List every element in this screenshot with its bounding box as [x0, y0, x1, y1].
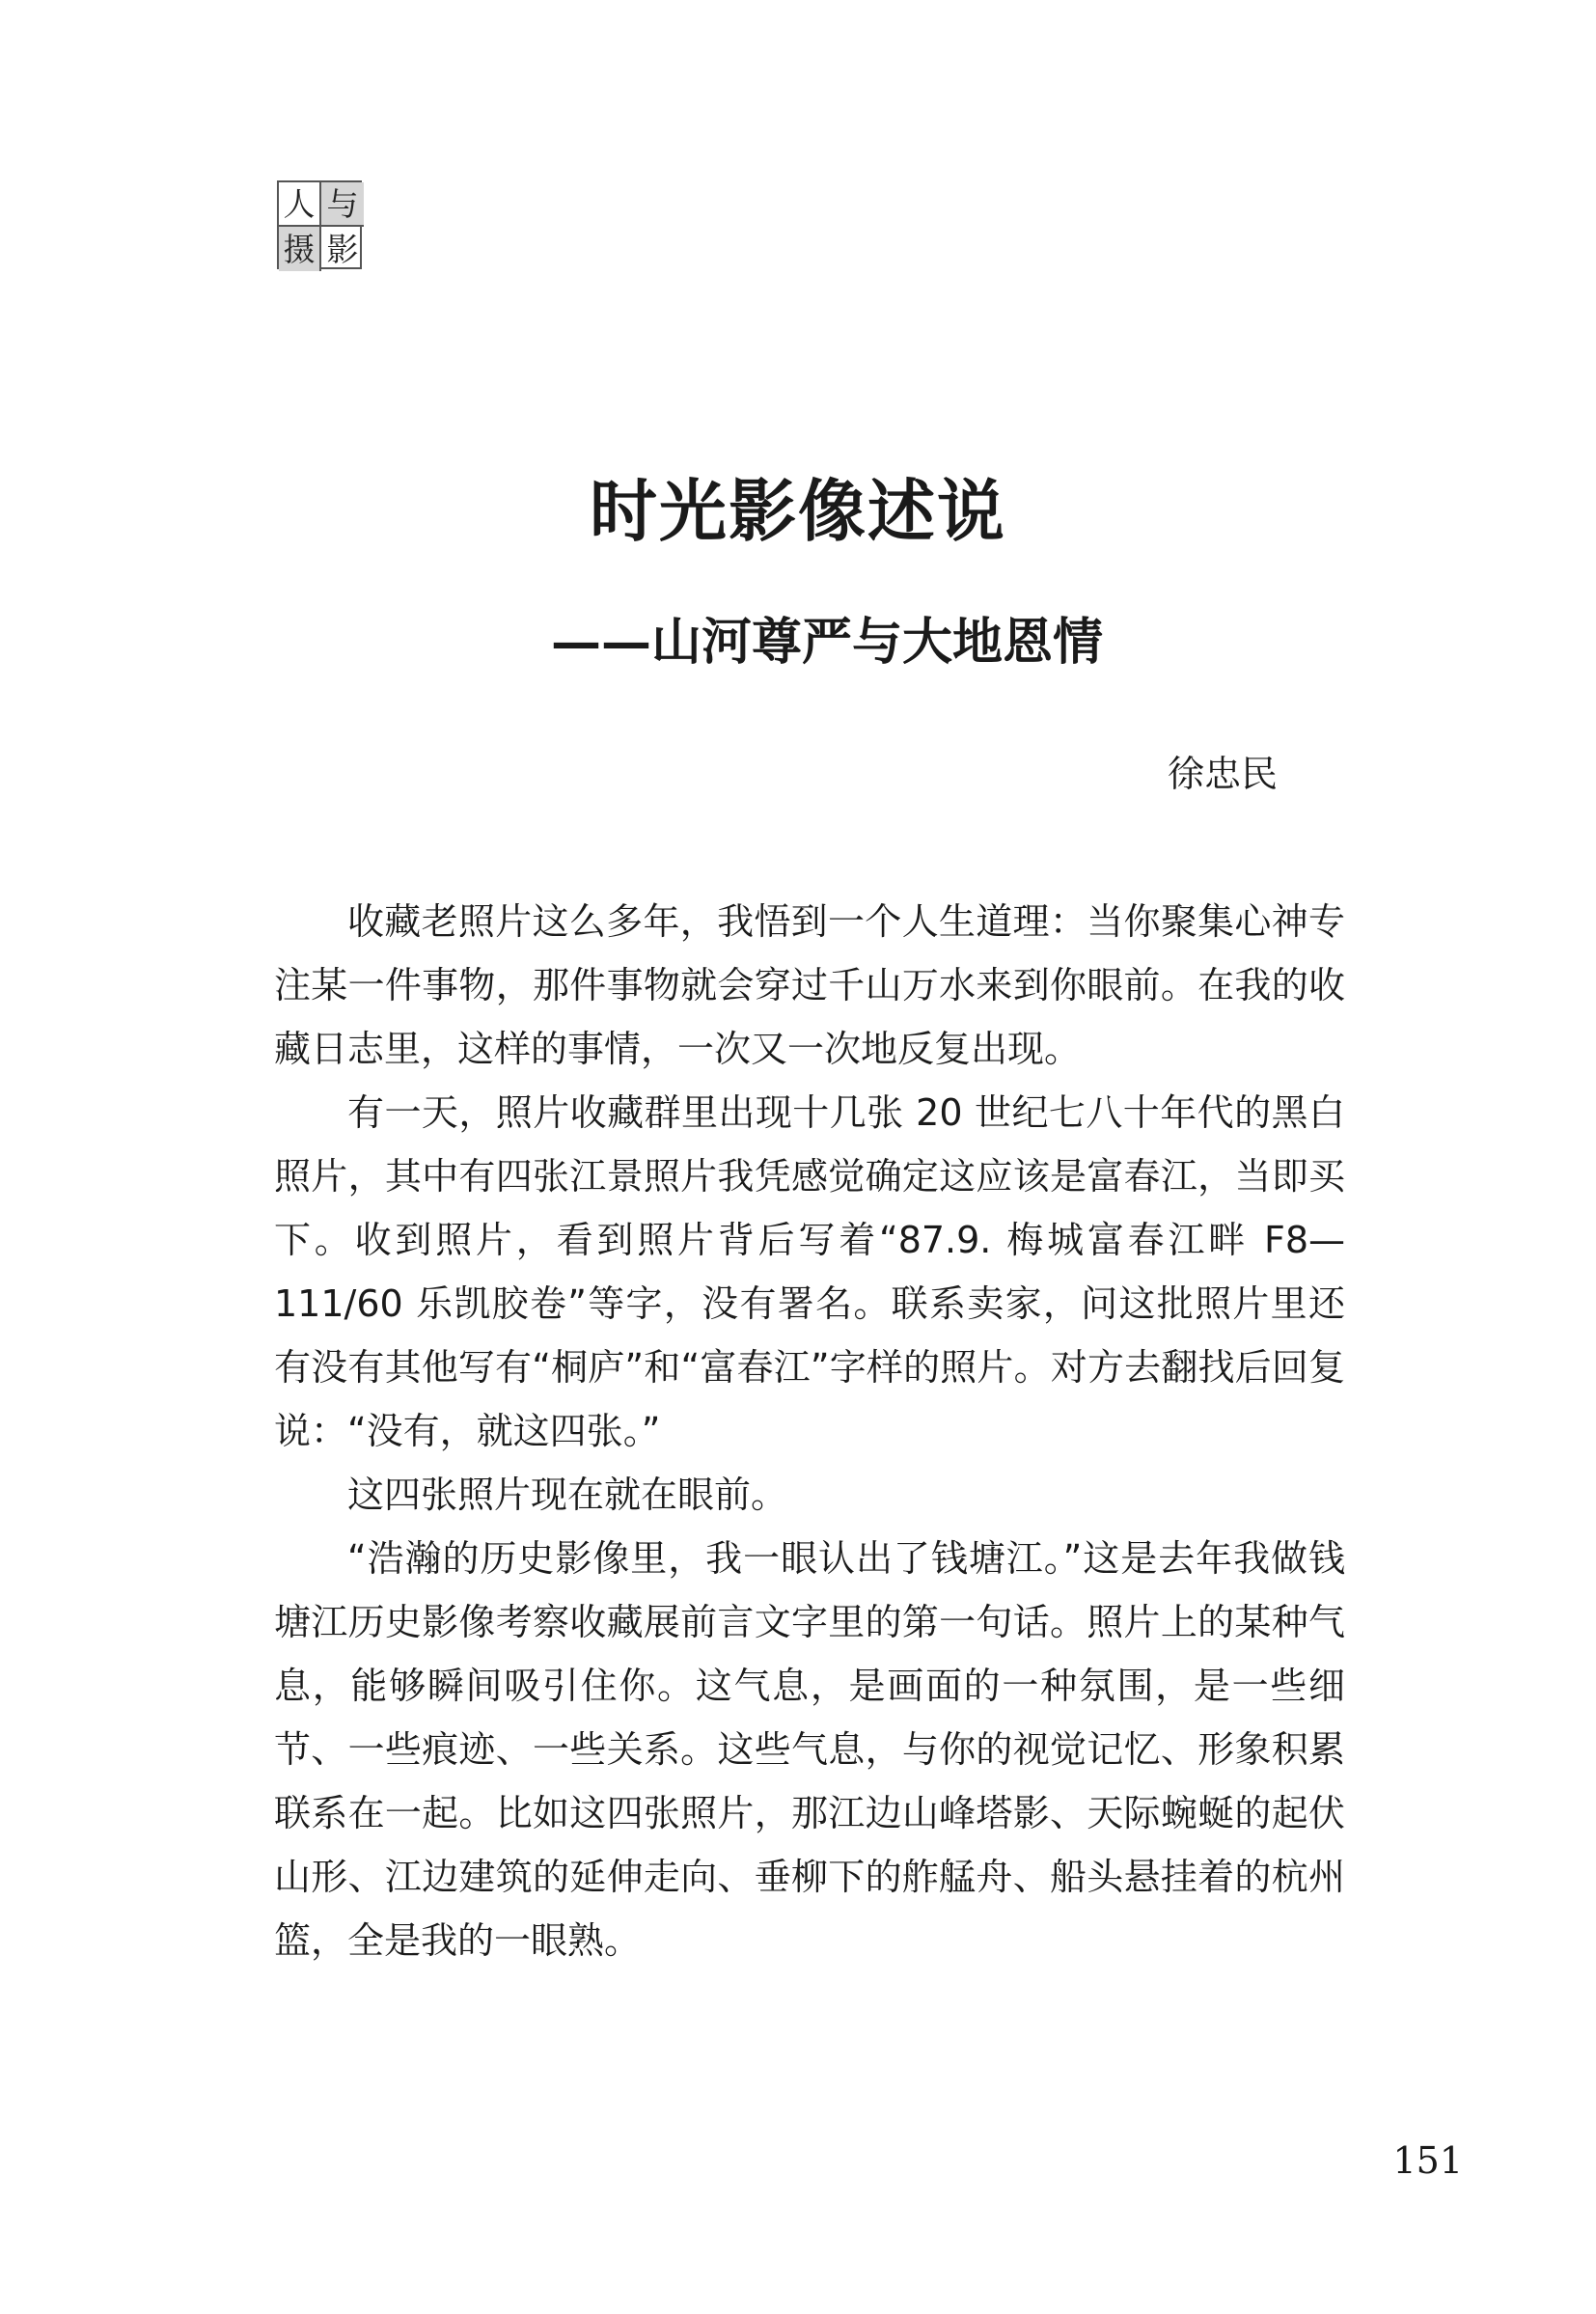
paragraph: 有一天，照片收藏群里出现十几张 20 世纪七八十年代的黑白照片，其中有四张江景照片我凭感觉确定这应该是富春江，当即买下。收到照片，看到照片背后写着“87.9. 梅城富春江畔 F8—111/60 乐凯胶卷”等字，没有署名。联系卖家，问这批照片里还有没有其他写有“桐庐”和“富春江”字样的照片。对方去翻找后回复说：“没有，就这四张。” — [274, 1091, 1345, 1452]
section-mark-char: 人 — [279, 182, 321, 227]
section-mark-char: 摄 — [279, 227, 321, 271]
article-body — [274, 890, 1345, 1972]
section-mark-char: 与 — [321, 182, 364, 227]
paragraph: 收藏老照片这么多年，我悟到一个人生道理：当你聚集心神专注某一件事物，那件事物就会穿过千山万水来到你眼前。在我的收藏日志里，这样的事情，一次又一次地反复出现。 — [274, 900, 1345, 1070]
paragraph: “浩瀚的历史影像里，我一眼认出了钱塘江。”这是去年我做钱塘江历史影像考察收藏展前言文字里的第一句话。照片上的某种气息，能够瞬间吸引住你。这气息，是画面的一种氛围，是一些细节、一些痕迹、一些关系。这些气息，与你的视觉记忆、形象积累联系在一起。比如这四张照片，那江边山峰塔影、天际蜿蜒的起伏山形、江边建筑的延伸走向、垂柳下的舴艋舟、船头悬挂着的杭州篮，全是我的一眼熟。 — [274, 1537, 1345, 1962]
section-mark — [277, 180, 362, 269]
page-subtitle: ——山河尊严与大地恩情 — [550, 613, 1103, 672]
author-name: 徐忠民 — [1167, 753, 1278, 795]
section-mark-char: 影 — [326, 230, 359, 268]
page-number: 151 — [1392, 2139, 1463, 2182]
paragraph: 这四张照片现在就在眼前。 — [347, 1474, 788, 1516]
page-title: 时光影像述说 — [590, 471, 1006, 551]
